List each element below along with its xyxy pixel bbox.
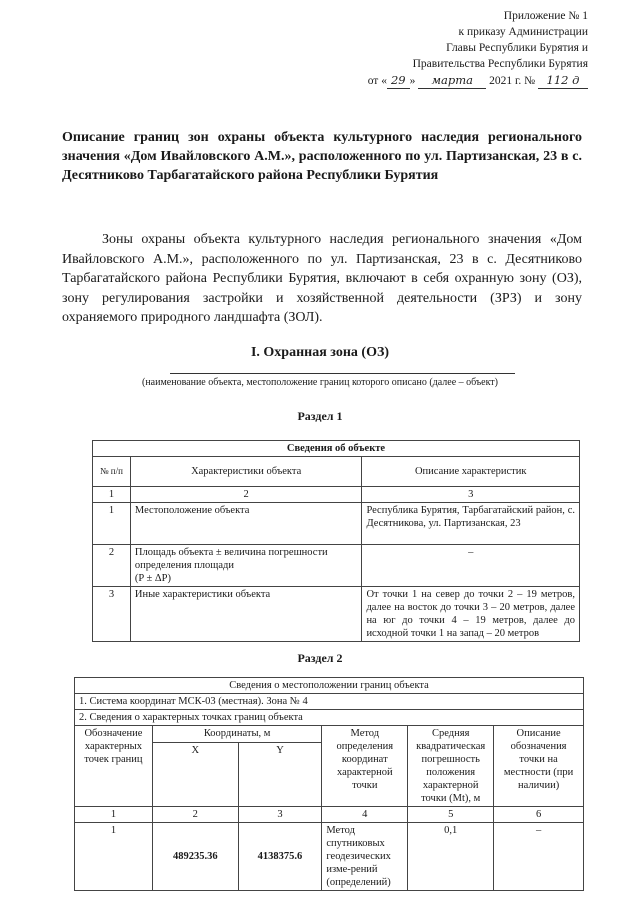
x-coordinate: 489235.36 (152, 823, 238, 891)
table-row (93, 587, 580, 642)
col-number: 6 (494, 807, 584, 823)
row-description: Республика Бурятия, Тарбагатайский район, с. Десятникова, ул. Партизанская, 23 (362, 503, 580, 545)
header-line-3: Главы Республики Бурятия и (446, 42, 588, 54)
handwritten-month: марта (418, 72, 486, 89)
col-num-header: № п/п (93, 457, 131, 487)
row-characteristic: Местоположение объекта (130, 503, 362, 545)
method-header: Метод определения координат характерной точки (322, 726, 408, 807)
date-prefix: от « (367, 75, 387, 87)
document-title: Описание границ зон охраны объекта культурного наследия регионального значения «Дом Ивайловского А.М.», расположенного по ул. Партизанская, 23 в с. Десятниково Тарбагатайского района Республики Бурятия (62, 130, 582, 183)
handwritten-day: 29 (387, 72, 410, 89)
col-char-header: Характеристики объекта (130, 457, 362, 487)
boundary-location-table (74, 677, 584, 891)
description-header: Описание обозначения точки на местности (при наличии) (494, 726, 584, 807)
header-line-4: Правительства Республики Бурятия (412, 58, 588, 70)
row-number: 1 (93, 503, 131, 545)
col-number: 2 (130, 487, 362, 503)
location-table-title: Сведения о местоположении границ объекта (75, 678, 584, 694)
col-desc-header: Описание характеристик (362, 457, 580, 487)
row-description: – (362, 545, 580, 587)
y-header: Y (238, 743, 322, 807)
table-row (93, 503, 580, 545)
point-id: 1 (75, 823, 153, 891)
col-number: 2 (152, 807, 238, 823)
accuracy-value: 0,1 (408, 823, 494, 891)
col-number: 3 (238, 807, 322, 823)
col-number: 5 (408, 807, 494, 823)
underline-caption: (наименование объекта, местоположение границ которого описано (далее – объект) (141, 377, 499, 388)
date-mid: » (409, 75, 416, 87)
designation-header: Обозначение характерных точек границ (75, 726, 153, 807)
description-value: – (494, 823, 584, 891)
razdel-2-heading: Раздел 2 (297, 651, 343, 665)
table-row (93, 545, 580, 587)
section-1-heading: I. Охранная зона (ОЗ) (250, 345, 390, 360)
handwritten-number: 112 д (538, 72, 588, 89)
y-coordinate: 4138375.6 (238, 823, 322, 891)
object-table-title: Сведения об объекте (93, 441, 580, 457)
row-characteristic-formula: (P ± ΔP) (134, 573, 171, 584)
razdel-1-heading: Раздел 1 (297, 409, 343, 423)
table-row (75, 823, 584, 891)
object-info-table (92, 440, 580, 642)
intro-paragraph: Зоны охраны объекта культурного наследия регионального значения «Дом Ивайловского А.М.», расположенного по ул. Партизанская, 23 в с. Десятниково Тарбагатайского района Республики Бурятия, включают в себя охранную зону (ОЗ), зону регулирования застройки и хозяйственной деятельности (ЗРЗ) и зону охраняемого природного ландшафта (ЗОЛ). (62, 232, 582, 325)
blank-underline (170, 373, 515, 374)
row-characteristic (130, 545, 362, 587)
method-value: Метод спутниковых геодезических изме-рений (определений) (322, 823, 408, 891)
coordinate-system: 1. Система координат МСК-03 (местная). Зона № 4 (75, 694, 584, 710)
col-number: 1 (75, 807, 153, 823)
row-characteristic-line: Площадь объекта ± величина погрешности определения площади (134, 547, 328, 571)
x-header: X (152, 743, 238, 807)
row-description: От точки 1 на север до точки 2 – 19 метров, далее на восток до точки 3 – 20 метров, далее на юг до точки 4 – 19 метров, далее до исходной точки 1 на запад – 20 метров (362, 587, 580, 642)
accuracy-header: Средняя квадратическая погрешность положения характерной точки (Mt), м (408, 726, 494, 807)
row-number: 3 (93, 587, 131, 642)
row-number: 2 (93, 545, 131, 587)
header-line-1: Приложение № 1 (503, 10, 588, 22)
col-number: 1 (93, 487, 131, 503)
col-number: 4 (322, 807, 408, 823)
col-number: 3 (362, 487, 580, 503)
row-characteristic: Иные характеристики объекта (130, 587, 362, 642)
header-date-line (368, 72, 588, 89)
approval-header (368, 8, 588, 89)
year-and-number-label: 2021 г. № (489, 75, 536, 87)
coords-header: Координаты, м (152, 726, 321, 743)
header-line-2: к приказу Администрации (458, 26, 588, 38)
points-header: 2. Сведения о характерных точках границ объекта (75, 710, 584, 726)
